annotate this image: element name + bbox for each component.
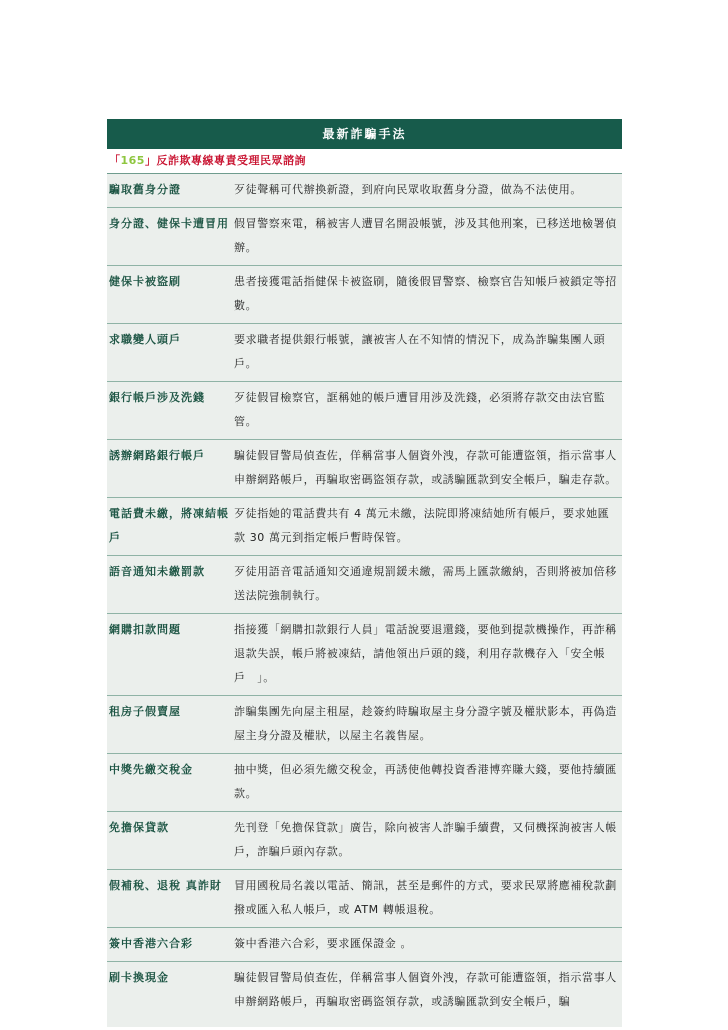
method-name: 電話費未繳，將凍結帳戶 xyxy=(109,507,229,544)
table-row xyxy=(107,928,622,962)
method-description: 冒用國稅局名義以電話、簡訊，甚至是郵件的方式，要求民眾將應補稅款劃撥或匯入私人帳戶，或 ATM 轉帳退稅。 xyxy=(234,879,617,916)
method-name: 簽中香港六合彩 xyxy=(109,937,193,950)
table-row xyxy=(107,208,622,266)
table-row xyxy=(107,556,622,614)
method-name: 求職變人頭戶 xyxy=(109,333,181,346)
table-row xyxy=(107,382,622,440)
method-description: 歹徒用語音電話通知交通違規罰鍰未繳，需馬上匯款繳納，否則將被加倍移送法院強制執行。 xyxy=(234,565,617,602)
method-description: 詐騙集團先向屋主租屋，趁簽約時騙取屋主身分證字號及權狀影本，再偽造屋主身分證及權狀，以屋主名義售屋。 xyxy=(234,705,617,742)
method-name: 中獎先繳交稅金 xyxy=(109,763,193,776)
table-row xyxy=(107,266,622,324)
method-description: 患者接獲電話指健保卡被盜刷，隨後假冒警察、檢察官告知帳戶被鎖定等招數。 xyxy=(234,275,617,312)
method-description: 歹徒假冒檢察官，誆稱她的帳戶遭冒用涉及洗錢，必須將存款交由法官監管。 xyxy=(234,391,606,428)
method-name: 網購扣款問題 xyxy=(109,623,181,636)
hotline-number: 165 xyxy=(120,154,145,167)
fraud-methods-table xyxy=(107,119,622,1027)
table-row xyxy=(107,870,622,928)
table-row xyxy=(107,696,622,754)
method-description: 歹徒聲稱可代辦換新證，到府向民眾收取舊身分證，做為不法使用。 xyxy=(234,183,582,196)
method-name: 誘辦網路銀行帳戶 xyxy=(109,449,205,462)
hotline-text: 」反詐欺專線專責受理民眾諮詢 xyxy=(144,154,306,167)
table-row xyxy=(107,962,622,1027)
method-name: 刷卡換現金 xyxy=(109,971,169,984)
method-description: 先刊登「免擔保貸款」廣告，除向被害人詐騙手續費，又伺機探詢被害人帳戶，詐騙戶頭內存款。 xyxy=(234,821,617,858)
method-description: 簽中香港六合彩，要求匯保證金 。 xyxy=(234,937,413,950)
table-row xyxy=(107,440,622,498)
table-title: 最新詐騙手法 xyxy=(107,119,622,149)
method-description: 騙徒假冒警局偵查佐，佯稱當事人個資外洩，存款可能遭盜領，指示當事人申辦網路帳戶，再騙取密碼盜領存款，或誘騙匯款到安全帳戶，騙 xyxy=(234,971,617,1008)
table-row xyxy=(107,614,622,696)
hotline-banner xyxy=(107,149,622,174)
table-row xyxy=(107,812,622,870)
method-description: 抽中獎，但必須先繳交稅金，再誘使他轉投資香港博弈賺大錢，要他持續匯款。 xyxy=(234,763,617,800)
method-name: 健保卡被盜刷 xyxy=(109,275,181,288)
method-name: 假補稅、退稅 真詐財 xyxy=(109,879,222,892)
table-row xyxy=(107,498,622,556)
method-name: 銀行帳戶涉及洗錢 xyxy=(109,391,205,404)
method-name: 語音通知未繳罰款 xyxy=(109,565,205,578)
method-description: 騙徒假冒警局偵查佐，佯稱當事人個資外洩，存款可能遭盜領，指示當事人申辦網路帳戶，再騙取密碼盜領存款，或誘騙匯款到安全帳戶，騙走存款。 xyxy=(234,449,617,486)
hotline-open-quote: 「 xyxy=(109,154,121,167)
table-row xyxy=(107,324,622,382)
method-name: 身分證、健保卡遭冒用 xyxy=(109,217,229,230)
method-description: 歹徒指她的電話費共有 4 萬元未繳，法院即將凍結她所有帳戶，要求她匯款 30 萬元到指定帳戶暫時保管。 xyxy=(234,507,610,544)
table-row xyxy=(107,754,622,812)
method-description: 要求職者提供銀行帳號，讓被害人在不知情的情況下，成為詐騙集團人頭戶。 xyxy=(234,333,606,370)
method-name: 免擔保貸款 xyxy=(109,821,169,834)
method-description: 假冒警察來電，稱被害人遭冒名開設帳號，涉及其他刑案，已移送地檢署偵辦。 xyxy=(234,217,617,254)
method-name: 租房子假賣屋 xyxy=(109,705,181,718)
method-name: 騙取舊身分證 xyxy=(109,183,181,196)
table-row xyxy=(107,174,622,208)
method-description: 指接獲「網購扣款銀行人員」電話說要退還錢，要他到提款機操作，再詐稱退款失誤，帳戶將被凍結，請他領出戶頭的錢，利用存款機存入「安全帳戶 」。 xyxy=(234,623,617,684)
